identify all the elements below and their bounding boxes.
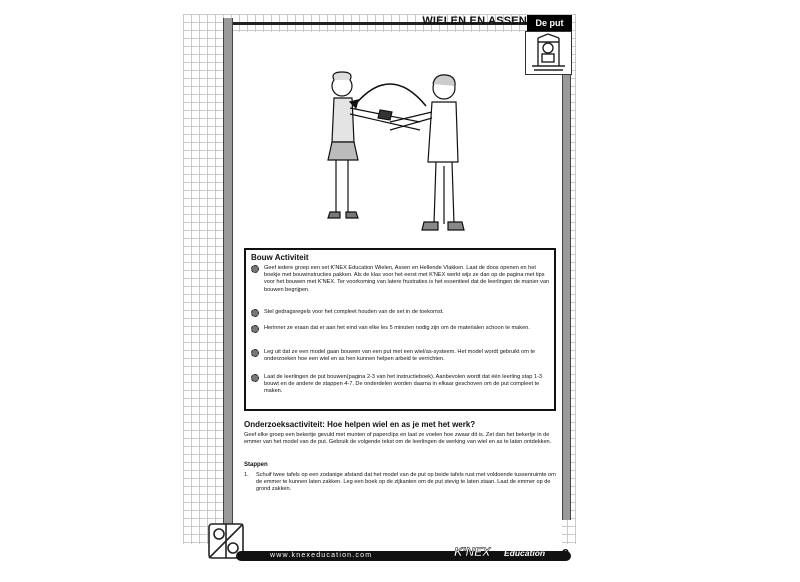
- gear-icon: [251, 325, 259, 333]
- gear-icon: [251, 374, 259, 382]
- step-number: 1.: [244, 472, 249, 478]
- footer-url[interactable]: www.knexeducation.com: [270, 552, 373, 559]
- onderzoek-title: Onderzoeksactiviteit: Hoe helpen wiel en as je met het werk?: [244, 420, 476, 429]
- section-tab: De put: [527, 15, 572, 31]
- page-number: 9: [562, 546, 570, 561]
- bouw-item: Stel gedragsregels voor het compleet houden van de set in de toekomst.: [251, 309, 551, 316]
- bouw-title: Bouw Activiteit: [251, 253, 309, 262]
- onderzoek-intro: Geef elke groep een bekertje gevuld met munten of paperclips en laat ze voelen hoe zwaar dit is. Zet dan het bekertje in de emmer van het model van de put. Gebruik de volgende tekst om de leerlingen de werking van wiel en as te laten ontdekken.: [244, 432, 552, 446]
- bouw-item: Leg uit dat ze een model gaan bouwen van een put met een wiel/as-systeem. Het model wordt gebruikt om te onderzoeken hoe een wiel en as hen kunnen helpen arbeid te verrichten.: [251, 349, 551, 363]
- step-text: Schuif twee tafels op een zodanige afstand dat het model van de put op beide tafels rust met voldoende tussenruimte om de emmer te kunnen laten zakken. Leg een boek op de zijkanten om de put stevig te laten staan. Laat de emmer op de grond zakken.: [256, 472, 556, 493]
- left-rail: [223, 18, 233, 558]
- children-illustration: [320, 62, 480, 242]
- gear-icon: [251, 265, 259, 273]
- gear-icon: [251, 309, 259, 317]
- bouw-item: Herinner ze eraan dat er aan het eind van elke les 5 minuten nodig zijn om de materialen schoon te maken.: [251, 325, 551, 332]
- page-title: WIELEN EN ASSEN: [422, 15, 527, 27]
- education-logo: Education: [504, 548, 546, 558]
- right-rail: [562, 70, 571, 520]
- step-item: [244, 472, 556, 494]
- model-thumbnail: [525, 31, 572, 75]
- bouw-activiteit-box: [244, 248, 556, 411]
- bouw-item: Laat de leerlingen de put bouwen(pagina 2-3 van het instructieboek). Aanbevolen wordt dat één leerling stap 1-3 bouwt en de andere de stappen 4-7. De onderdelen worden daarna in elkaar geschoven om de put compleet te maken.: [251, 374, 551, 396]
- knex-logo: K'NEX: [454, 545, 491, 559]
- steps-title: Stappen: [244, 462, 268, 468]
- bouw-item: Geef iedere groep een set K'NEX Education Wielen, Assen en Hellende Vlakken. Laat de doos openen en het boekje met bouwinstructies pakken. Als de klas voor het eerst met K'NEX werkt wijs ze dan op de pagina met tips voor het bouwen met K'NEX. Ter voorkoming van latere frustraties is het essentieel dat de leerlingen de manier van bouwen begrijpen.: [251, 265, 551, 294]
- gear-icon: [251, 349, 259, 357]
